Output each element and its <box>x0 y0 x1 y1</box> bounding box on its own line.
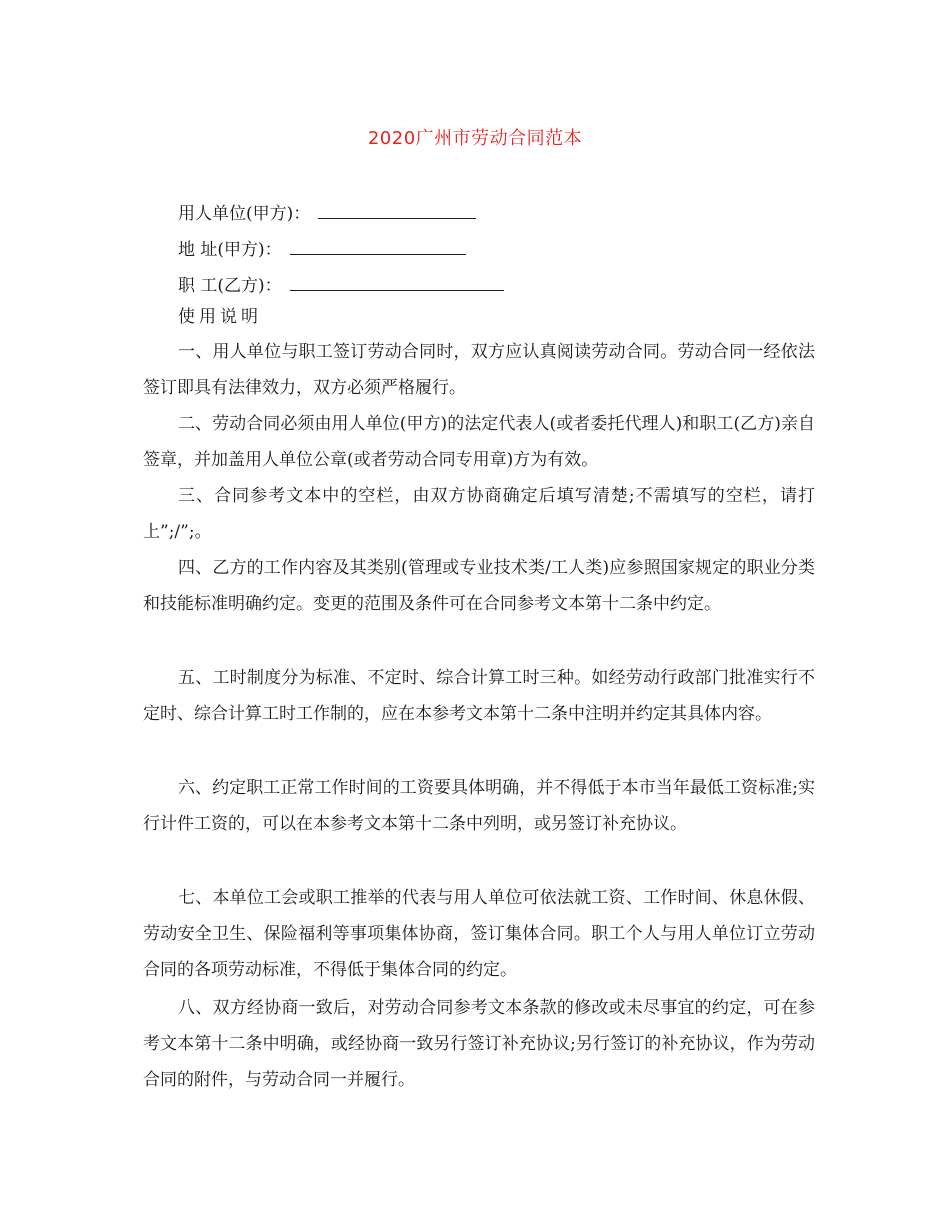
paragraph-3: 三、合同参考文本中的空栏，由双方协商确定后填写清楚;不需填写的空栏，请打上”;/”;。 <box>143 486 815 542</box>
document-title: 2020广州市劳动合同范本 <box>367 128 583 149</box>
paragraph-7: 七、本单位工会或职工推举的代表与用人单位可依法就工资、工作时间、休息休假、劳动安全卫生、保险福利等事项集体协商，签订集体合同。职工个人与用人单位订立劳动合同的各项劳动标准，不得低于集体合同的约定。 <box>143 888 815 980</box>
usage-heading: 使用说明 <box>178 307 262 327</box>
employer-label: 用人单位(甲方)： <box>178 204 311 224</box>
address-label: 地 址(甲方)： <box>178 240 282 260</box>
employer-field <box>178 200 476 225</box>
paragraph-8: 八、双方经协商一致后，对劳动合同参考文本条款的修改或未尽事宜的约定，可在参考文本第十二条中明确，或经协商一致另行签订补充协议;另行签订的补充协议，作为劳动合同的附件，与劳动合同一并履行。 <box>143 998 815 1090</box>
paragraph-6: 六、约定职工正常工作时间的工资要具体明确，并不得低于本市当年最低工资标准;实行计件工资的，可以在本参考文本第十二条中列明，或另签订补充协议。 <box>143 778 815 834</box>
address-blank-line <box>290 236 466 255</box>
paragraph-2: 二、劳动合同必须由用人单位(甲方)的法定代表人(或者委托代理人)和职工(乙方)亲自签章，并加盖用人单位公章(或者劳动合同专用章)方为有效。 <box>143 414 815 470</box>
paragraph-4: 四、乙方的工作内容及其类别(管理或专业技术类/工人类)应参照国家规定的职业分类和技能标准明确约定。变更的范围及条件可在合同参考文本第十二条中约定。 <box>143 558 815 614</box>
paragraph-1: 一、用人单位与职工签订劳动合同时，双方应认真阅读劳动合同。劳动合同一经依法签订即具有法律效力，双方必须严格履行。 <box>143 342 815 398</box>
employee-field <box>178 272 504 297</box>
employee-blank-line <box>290 272 504 291</box>
employee-label: 职 工(乙方)： <box>178 276 282 296</box>
paragraph-5: 五、工时制度分为标准、不定时、综合计算工时三种。如经劳动行政部门批准实行不定时、综合计算工时工作制的，应在本参考文本第十二条中注明并约定其具体内容。 <box>143 668 815 724</box>
address-field <box>178 236 466 261</box>
employer-blank-line <box>318 200 476 219</box>
